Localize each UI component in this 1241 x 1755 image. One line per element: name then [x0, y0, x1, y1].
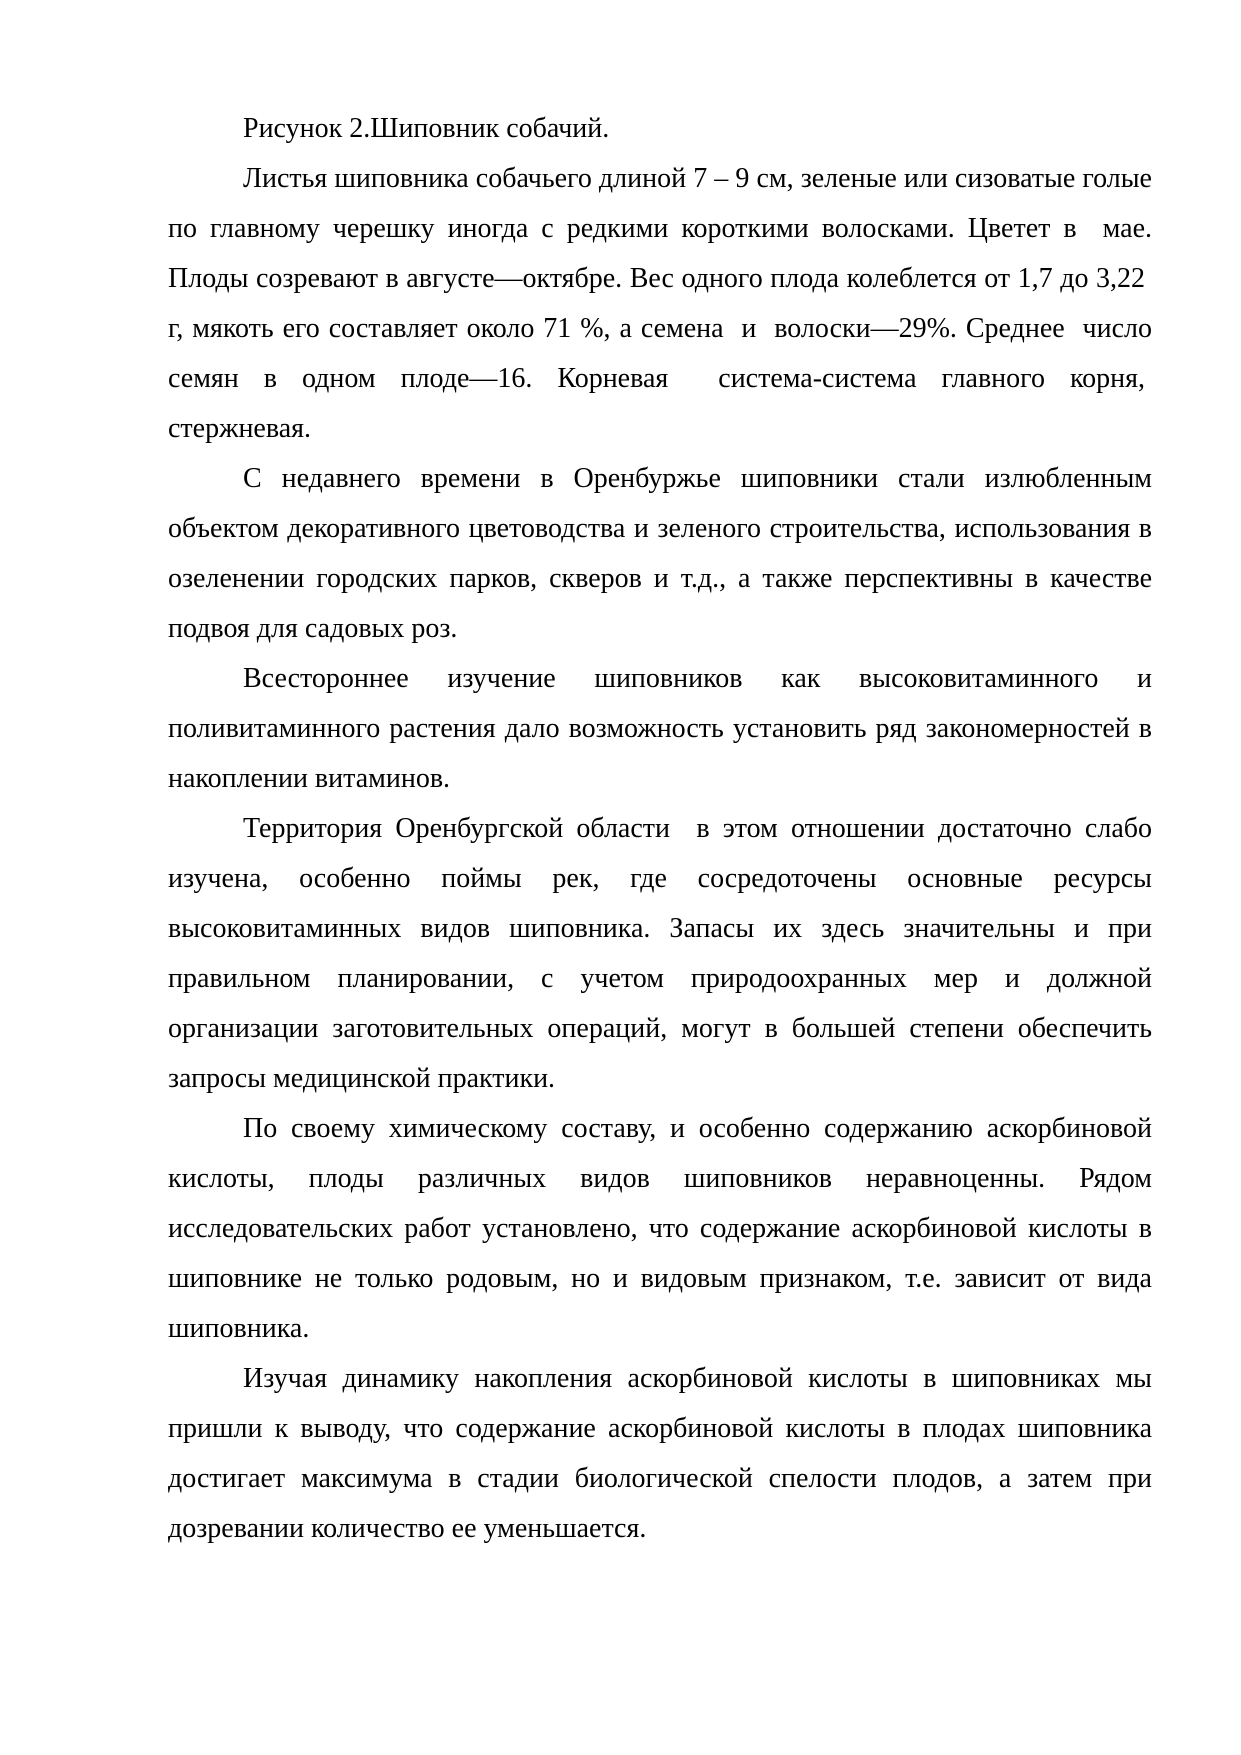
figure-caption: Рисунок 2.Шиповник собачий. [243, 113, 610, 144]
text-block [168, 104, 1152, 1554]
paragraph: Всестороннее изучение шиповников как высоковитаминного и поливитаминного растения дало возможность установить ряд закономерностей в накоплении витаминов. [168, 663, 1152, 794]
paragraph: Территория Оренбургской области в этом отношении достаточно слабо изучена, особенно поймы рек, где сосредоточены основные ресурсы высоковитаминных видов шиповника. Запасы их здесь значительны и при правильном планировании, с учетом природоохранных мер и должной организации заготовительных операций, могут в большей степени обеспечить запросы медицинской практики. [168, 813, 1152, 1094]
paragraph: Изучая динамику накопления аскорбиновой кислоты в шиповниках мы пришли к выводу, что содержание аскорбиновой кислоты в плодах шиповника достигает максимума в стадии биологической спелости плодов, а затем при дозревании количество ее уменьшается. [168, 1363, 1152, 1544]
paragraph: Листья шиповника собачьего длиной 7 – 9 см, зеленые или сизоватые голые по главному черешку иногда с редкими короткими волосками. Цветет в мае. Плоды созревают в августе—октябре. Вес одного плода колеблется от 1,7 до 3,22 г, мякоть его составляет около 71 %, а семена и волоски—29%. Среднее число семян в одном плоде—16. Корневая система-система главного корня, стержневая. [168, 163, 1152, 444]
paragraph: С недавнего времени в Оренбуржье шиповники стали излюбленным объектом декоративного цветоводства и зеленого строительства, использования в озеленении городских парков, скверов и т.д., а также перспективны в качестве подвоя для садовых роз. [168, 463, 1152, 644]
paragraph: По своему химическому составу, и особенно содержанию аскорбиновой кислоты, плоды различных видов шиповников неравноценны. Рядом исследовательских работ установлено, что содержание аскорбиновой кислоты в шиповнике не только родовым, но и видовым признаком, т.е. зависит от вида шиповника. [168, 1113, 1152, 1344]
